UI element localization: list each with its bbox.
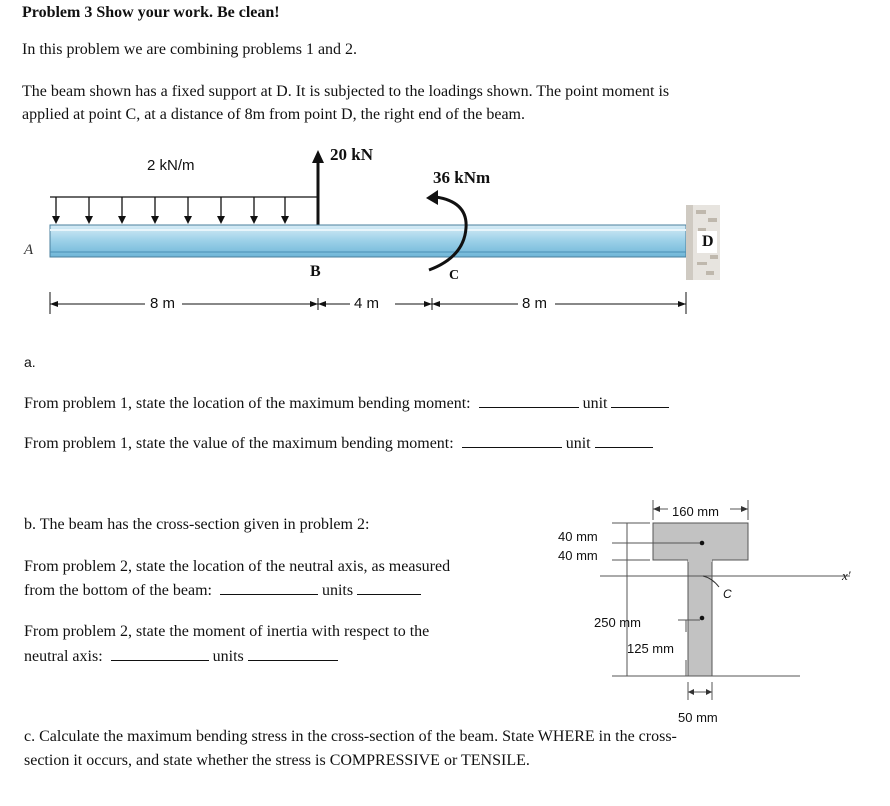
point-c-label: C [449, 268, 460, 283]
dimension-label-3: 8 m [522, 295, 548, 312]
part-b-intro: b. The beam has the cross-section given in problem 2: [24, 516, 370, 533]
answer-value-unit-blank[interactable] [595, 433, 653, 448]
description-line-1: The beam shown has a fixed support at D. It is subjected to the loadings shown. The point moment is [22, 83, 670, 100]
dim-250-label: 250 mm [594, 615, 641, 630]
dimension-label-2: 4 m [354, 295, 380, 312]
moment-of-inertia-unit-blank[interactable] [248, 646, 338, 661]
width-top-label: 160 mm [672, 504, 719, 519]
problem-title: Problem 3 Show your work. Be clean! [22, 4, 280, 21]
answer-location-unit-blank[interactable] [611, 393, 669, 408]
part-b-q1-line-1: From problem 2, state the location of the neutral axis, as measured [24, 558, 451, 575]
point-load-label: 20 kN [330, 145, 373, 164]
point-a-label: A [24, 242, 34, 258]
point-b-label: B [310, 263, 321, 280]
answer-value-blank[interactable] [462, 433, 562, 448]
intro-text: In this problem we are combining problems 1 and 2. [22, 41, 358, 58]
point-d-label: D [702, 233, 714, 250]
part-a-question-1 [24, 393, 669, 414]
part-b-q2-text: neutral axis: [24, 648, 103, 665]
part-b-q1-line-2 [24, 580, 421, 601]
unit-label-1: unit [582, 395, 608, 412]
centroid-label: C [723, 587, 732, 601]
distributed-load [50, 197, 318, 224]
part-a-q1-text: From problem 1, state the location of the maximum bending moment: [24, 395, 471, 412]
part-a-question-2 [24, 433, 653, 454]
part-b-q2-line-1: From problem 2, state the moment of inertia with respect to the [24, 623, 430, 640]
part-a-label: a. [24, 354, 36, 370]
moment-of-inertia-blank[interactable] [111, 646, 209, 661]
dimension-label-1: 8 m [150, 295, 176, 312]
units-label-2: units [212, 648, 244, 665]
part-a-q2-text: From problem 1, state the value of the maximum bending moment: [24, 435, 454, 452]
answer-location-blank[interactable] [479, 393, 579, 408]
point-load-arrow [312, 150, 324, 225]
part-b-q1-text: from the bottom of the beam: [24, 582, 212, 599]
neutral-axis-blank[interactable] [220, 580, 318, 595]
part-b-q2-line-2 [24, 646, 338, 667]
dim-125-label: 125 mm [627, 641, 674, 656]
description-line-2: applied at point C, at a distance of 8m from point D, the right end of the beam. [22, 106, 525, 123]
part-c-line-2: section it occurs, and state whether the stress is COMPRESSIVE or TENSILE. [24, 752, 530, 769]
unit-label-2: unit [565, 435, 591, 452]
units-label-1: units [321, 582, 354, 599]
dim-40-top-label: 40 mm [558, 529, 598, 544]
point-moment-label: 36 kNm [433, 168, 491, 187]
axis-label: x′ [842, 568, 851, 583]
dim-50-label: 50 mm [678, 710, 718, 725]
part-c-line-1: c. Calculate the maximum bending stress in the cross-section of the beam. State WHERE in the cross- [24, 728, 677, 745]
distributed-load-label: 2 kN/m [147, 157, 195, 174]
neutral-axis-unit-blank[interactable] [357, 580, 421, 595]
dim-40-bottom-label: 40 mm [558, 548, 598, 563]
